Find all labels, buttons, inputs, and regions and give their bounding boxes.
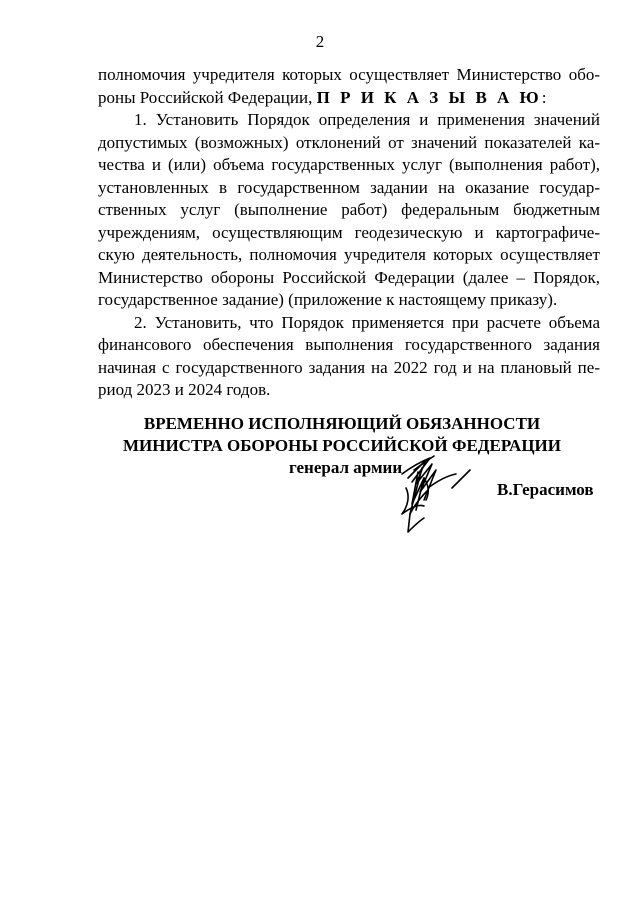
order-word: П Р И К А З Ы В А Ю xyxy=(316,87,542,107)
p1-line-3: чества и (или) объема государственных услуг (выполнения работ), xyxy=(98,155,600,174)
page-number: 2 xyxy=(315,32,325,51)
p1-line-6: учреждениям, осуществляющим геодезическую и картографиче- xyxy=(98,222,600,242)
signatory-title-line-1: ВРЕМЕННО ИСПОЛНЯЮЩИЙ ОБЯЗАННОСТИ xyxy=(143,414,541,433)
p1-line-8: Министерство обороны Российской Федерации (далее – Порядок, xyxy=(98,267,600,287)
p2-line-4: риод 2023 и 2024 годов. xyxy=(98,380,271,399)
intro-line-2 xyxy=(98,87,600,110)
order-body xyxy=(98,64,600,402)
p2-line-3: начиная с государственного задания на 2022 год и на плановый пе- xyxy=(98,357,600,377)
order-colon: : xyxy=(541,87,547,107)
intro-line-2-text: роны Российской Федерации, xyxy=(98,87,313,107)
p1-line-9: государственное задание) (приложение к настоящему приказу). xyxy=(98,290,558,309)
handwritten-signature xyxy=(380,448,480,538)
intro-line-1: полномочия учредителя которых осуществляет Министерство обо- xyxy=(98,65,600,84)
p2-line-2: финансового обеспечения выполнения государственного задания xyxy=(98,335,600,354)
signatory-title-line-2: МИНИСТРА ОБОРОНЫ РОССИЙСКОЙ ФЕДЕРАЦИИ xyxy=(122,436,562,455)
p2-line-1: 2. Установить, что Порядок применяется при расчете объема xyxy=(134,312,600,332)
p1-line-7: скую деятельность, полномочия учредителя которых осуществляет xyxy=(98,245,600,264)
signatory-rank: генерал армии xyxy=(289,458,403,477)
p1-line-5: ственных услуг (выполнение работ) федеральным бюджетным xyxy=(98,200,600,219)
signatory-name: В.Герасимов xyxy=(497,480,594,499)
p1-line-4: установленных в государственном задании на оказание государ- xyxy=(98,177,600,197)
p1-line-2: допустимых (возможных) отклонений от значений показателей ка- xyxy=(98,132,600,152)
p1-line-1: 1. Установить Порядок определения и применения значений xyxy=(134,110,600,129)
